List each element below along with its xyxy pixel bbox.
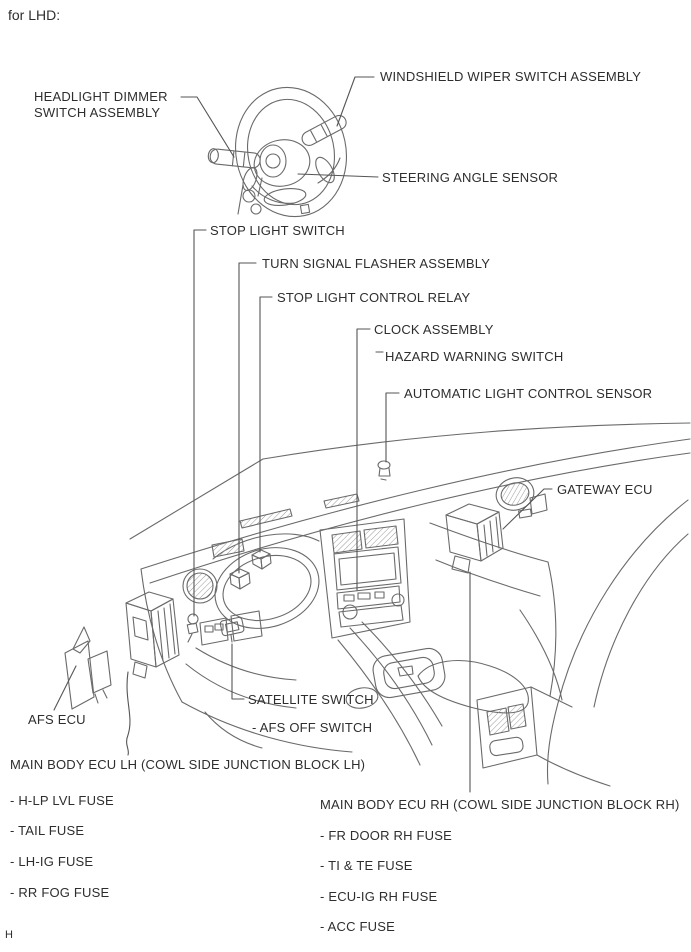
callout-hazard-warning-switch: HAZARD WARNING SWITCH <box>385 349 564 364</box>
callout-afs-ecu: AFS ECU <box>28 712 86 727</box>
leader-main-body-ecu-lh <box>127 672 130 755</box>
callout-turn-signal-flasher: TURN SIGNAL FLASHER ASSEMBLY <box>262 256 491 271</box>
fuse-item-ti-te: - TI & TE FUSE <box>320 858 413 873</box>
afs-ecu-drawing <box>65 627 111 709</box>
page-footer-marker: H <box>5 929 13 941</box>
turn-signal-flasher-drawing <box>230 569 250 589</box>
main-body-ecu-lh-drawing <box>126 592 179 678</box>
steering-wheel-drawing <box>208 77 359 227</box>
page-heading: for LHD: <box>8 7 61 23</box>
callout-stop-light-control-relay: STOP LIGHT CONTROL RELAY <box>277 290 471 305</box>
leader-satellite-switch <box>232 644 244 699</box>
gateway-ecu-drawing <box>446 504 503 573</box>
callout-windshield-wiper-switch: WINDSHIELD WIPER SWITCH ASSEMBLY <box>380 69 642 84</box>
callout-gateway-ecu: GATEWAY ECU <box>557 482 653 497</box>
fuse-item-tail: - TAIL FUSE <box>10 823 85 838</box>
fuse-item-lh-ig: - LH-IG FUSE <box>10 854 94 869</box>
wiper-stalk-drawing <box>300 113 349 148</box>
fuse-item-hlp-lvl: - H-LP LVL FUSE <box>10 793 114 808</box>
callout-satellite-switch: SATELLITE SWITCH <box>248 692 374 707</box>
headlight-dimmer-stalk-drawing <box>208 148 261 168</box>
callout-steering-angle-sensor: STEERING ANGLE SENSOR <box>382 170 559 185</box>
leader-afs-ecu <box>54 666 76 710</box>
leader-steering-angle-sensor <box>298 174 378 177</box>
group-title-main-body-ecu-rh: MAIN BODY ECU RH (COWL SIDE JUNCTION BLOCK RH) <box>320 797 680 812</box>
leader-stop-light-switch <box>194 230 206 616</box>
automatic-light-control-sensor-drawing <box>378 461 390 480</box>
dashboard-drawing <box>130 423 690 786</box>
fuse-item-fr-door-rh: - FR DOOR RH FUSE <box>320 828 452 843</box>
leader-windshield-wiper-switch <box>337 77 374 126</box>
callout-afs-off-switch: - AFS OFF SWITCH <box>252 720 373 735</box>
callout-clock-assembly: CLOCK ASSEMBLY <box>374 322 494 337</box>
group-title-main-body-ecu-lh: MAIN BODY ECU LH (COWL SIDE JUNCTION BLOCK LH) <box>10 757 366 772</box>
fuse-item-ecu-ig-rh: - ECU-IG RH FUSE <box>320 889 438 904</box>
leader-automatic-light-control-sensor <box>386 393 399 462</box>
steering-angle-sensor-drawing <box>260 145 286 177</box>
callout-headlight-dimmer-switch: HEADLIGHT DIMMER SWITCH ASSEMBLY <box>34 89 168 120</box>
fuse-item-rr-fog: - RR FOG FUSE <box>10 885 110 900</box>
stop-light-switch-drawing <box>187 614 198 642</box>
fuse-item-acc: - ACC FUSE <box>320 919 395 934</box>
callout-stop-light-switch: STOP LIGHT SWITCH <box>210 223 345 238</box>
callout-automatic-light-control-sensor: AUTOMATIC LIGHT CONTROL SENSOR <box>404 386 653 401</box>
